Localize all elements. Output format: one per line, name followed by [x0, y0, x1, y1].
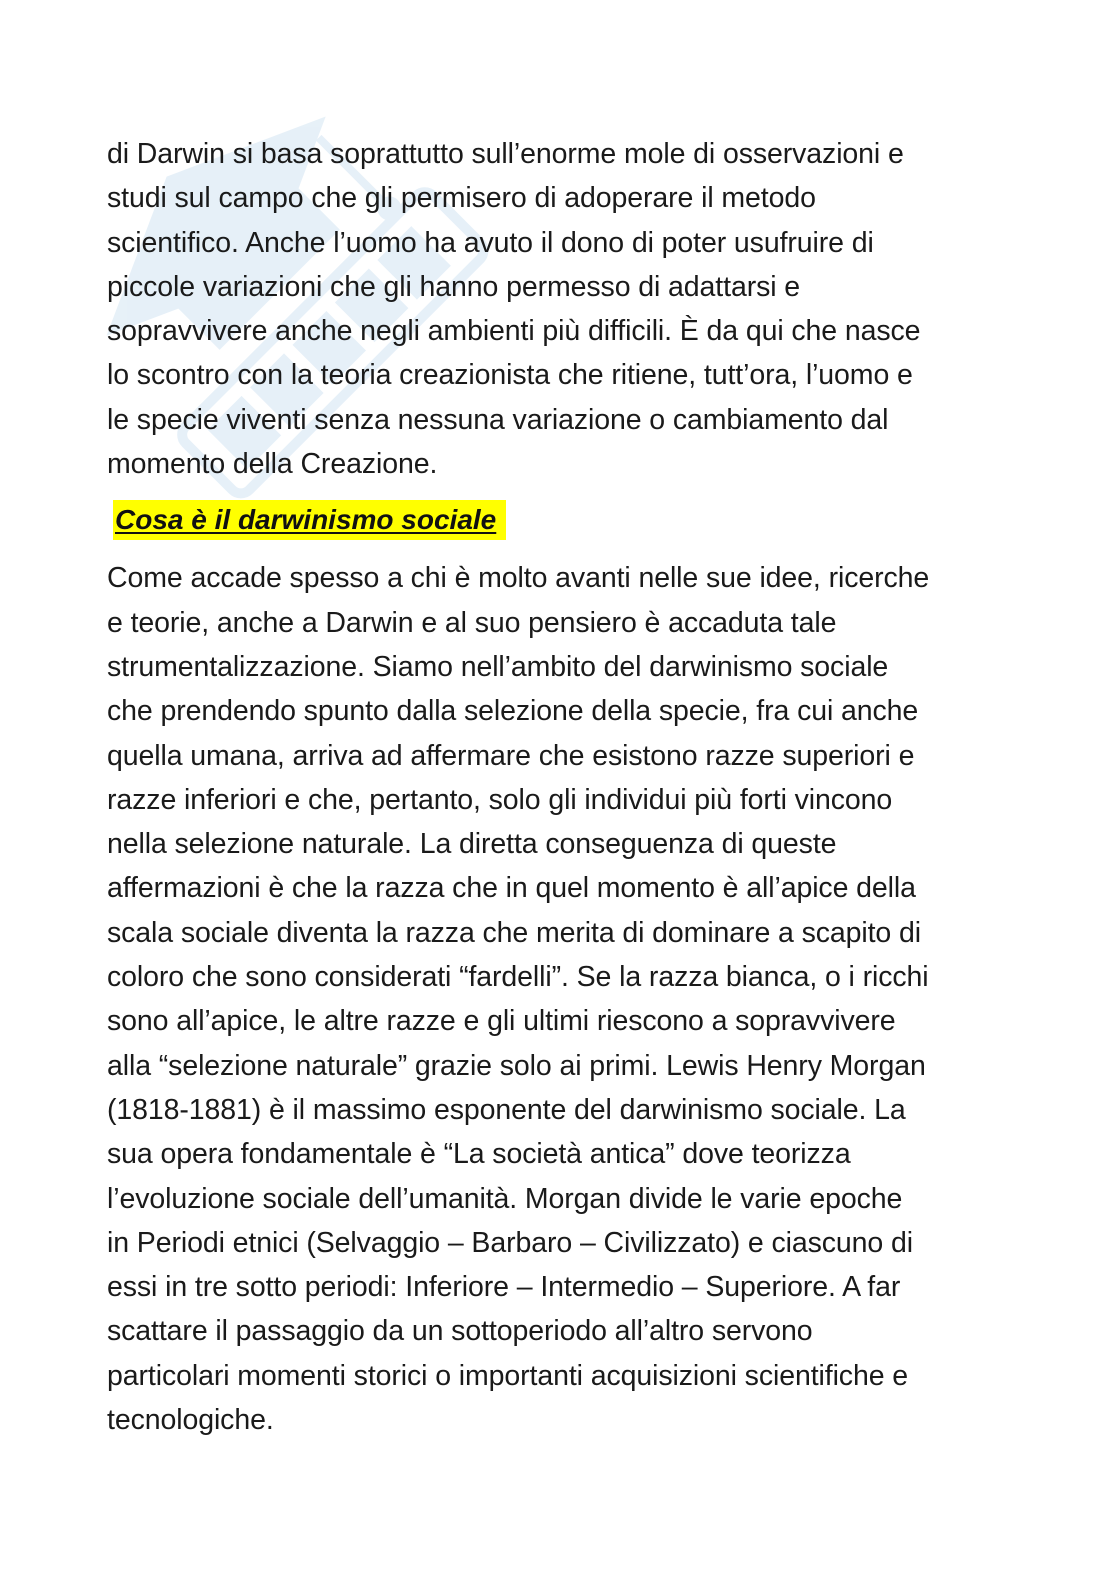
text-line: piccole variazioni che gli hanno permesso di adattarsi e	[107, 270, 801, 303]
text-line: e teorie, anche a Darwin e al suo pensiero è accaduta tale	[107, 606, 837, 639]
text-line: studi sul campo che gli permisero di adoperare il metodo	[107, 182, 816, 215]
text-line: sono all’apice, le altre razze e gli ultimi riescono a sopravvivere	[107, 1005, 896, 1038]
text-line: le specie viventi senza nessuna variazione o cambiamento dal	[107, 403, 889, 436]
document-page	[107, 132, 1012, 1442]
text-line: (1818-1881) è il massimo esponente del darwinismo sociale. La	[107, 1093, 906, 1126]
text-line: Come accade spesso a chi è molto avanti nelle sue idee, ricerche	[107, 562, 930, 595]
text-line: sua opera fondamentale è “La società antica” dove teorizza	[107, 1138, 851, 1171]
text-line: lo scontro con la teoria creazionista che ritiene, tutt’ora, l’uomo e	[107, 359, 913, 392]
paragraph-darwin-method	[107, 132, 1012, 486]
text-line: scattare il passaggio da un sottoperiodo all’altro servono	[107, 1315, 813, 1348]
text-line: alla “selezione naturale” grazie solo ai primi. Lewis Henry Morgan	[107, 1049, 926, 1082]
text-line: particolari momenti storici o importanti acquisizioni scientifiche e	[107, 1359, 909, 1392]
text-line: che prendendo spunto dalla selezione della specie, fra cui anche	[107, 695, 919, 728]
text-line: di Darwin si basa soprattutto sull’enorme mole di osservazioni e	[107, 138, 904, 170]
text-line: sopravvivere anche negli ambienti più difficili. È da qui che nasce	[107, 315, 921, 348]
text-line: affermazioni è che la razza che in quel momento è all’apice della	[107, 872, 916, 905]
text-line: l’evoluzione sociale dell’umanità. Morgan divide le varie epoche	[107, 1182, 903, 1215]
text-line: scala sociale diventa la razza che merita di dominare a scapito di	[107, 916, 921, 949]
text-line: quella umana, arriva ad affermare che esistono razze superiori e	[107, 739, 915, 772]
text-line: strumentalizzazione. Siamo nell’ambito del darwinismo sociale	[107, 650, 889, 683]
text-line: coloro che sono considerati “fardelli”. Se la razza bianca, o i ricchi	[107, 961, 929, 994]
text-line: nella selezione naturale. La diretta conseguenza di queste	[107, 828, 837, 861]
text-line: essi in tre sotto periodi: Inferiore – Intermedio – Superiore. A far	[107, 1271, 901, 1304]
text-line: in Periodi etnici (Selvaggio – Barbaro – Civilizzato) e ciascuno di	[107, 1226, 913, 1259]
text-line: momento della Creazione.	[107, 448, 438, 481]
section-heading: Cosa è il darwinismo sociale	[113, 500, 506, 540]
text-line: tecnologiche.	[107, 1404, 274, 1437]
text-line: razze inferiori e che, pertanto, solo gli individui più forti vincono	[107, 783, 893, 816]
text-line: scientifico. Anche l’uomo ha avuto il dono di poter usufruire di	[107, 226, 874, 259]
paragraph-social-darwinism	[107, 556, 1012, 1442]
section-heading-wrapper	[113, 500, 1012, 544]
